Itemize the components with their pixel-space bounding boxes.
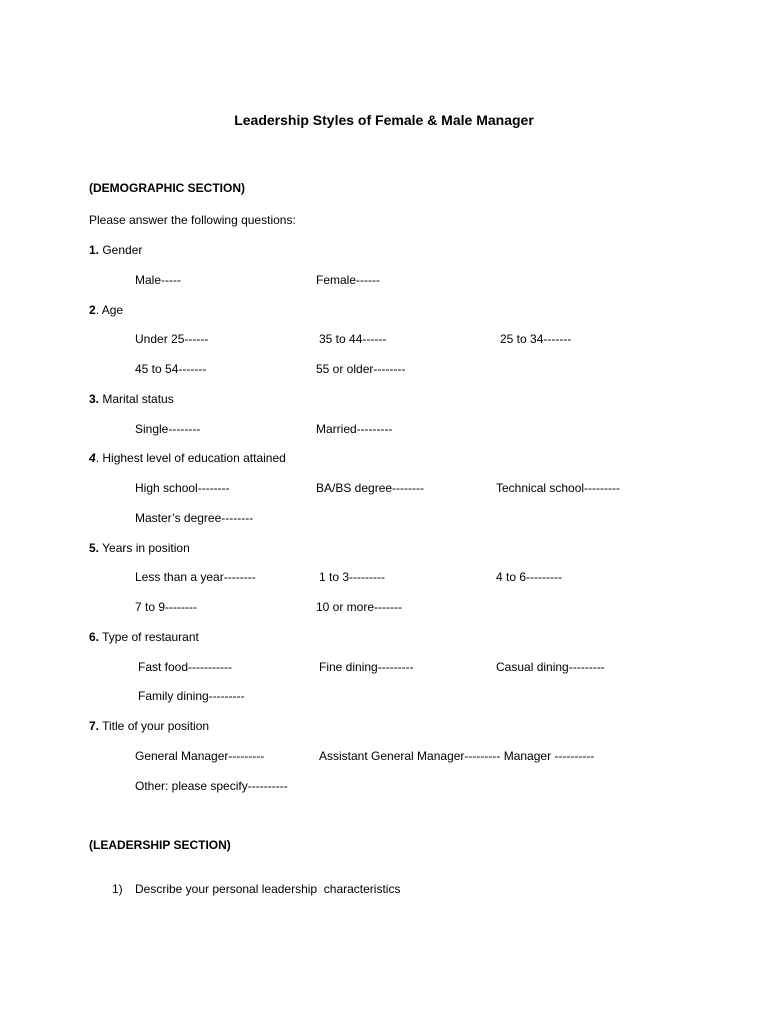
question-2: [89, 303, 123, 317]
option-position-general-manager: General Manager---------: [135, 749, 265, 763]
option-years-less-than-year: Less than a year--------: [135, 570, 256, 584]
option-years-10-more: 10 or more-------: [316, 600, 402, 614]
question-number: 1.: [89, 243, 100, 257]
option-marital-single: Single--------: [135, 422, 201, 436]
option-age-35-44: 35 to 44------: [319, 332, 387, 346]
question-text: Title of your position: [99, 719, 210, 733]
option-years-1-3: 1 to 3---------: [319, 570, 385, 584]
instructions-text: Please answer the following questions:: [89, 213, 296, 227]
demographic-section-heading: (DEMOGRAPHIC SECTION): [89, 181, 245, 195]
option-restaurant-family-dining: Family dining---------: [138, 689, 245, 703]
option-position-assistant-gm-manager: Assistant General Manager--------- Manager ----------: [319, 749, 595, 763]
option-restaurant-fine-dining: Fine dining---------: [319, 660, 414, 674]
question-text: Gender: [99, 243, 143, 257]
question-7: [89, 719, 209, 733]
question-3: [89, 392, 174, 406]
question-text: Years in position: [99, 541, 190, 555]
option-age-55-older: 55 or older--------: [316, 362, 406, 376]
document-title: Leadership Styles of Female & Male Manager: [234, 112, 534, 128]
question-6: [89, 630, 199, 644]
question-number: 5.: [89, 541, 100, 555]
option-education-ba-bs: BA/BS degree--------: [316, 481, 425, 495]
option-education-technical-school: Technical school---------: [496, 481, 621, 495]
leadership-item-number: 1): [112, 882, 123, 896]
leadership-item-text: Describe your personal leadership characteristics: [135, 882, 401, 896]
question-text: Type of restaurant: [99, 630, 199, 644]
option-position-other: Other: please specify----------: [135, 779, 288, 793]
question-number: 2: [89, 303, 96, 317]
leadership-section-heading: (LEADERSHIP SECTION): [89, 838, 231, 852]
question-text: . Highest level of education attained: [95, 451, 286, 465]
option-years-7-9: 7 to 9--------: [135, 600, 197, 614]
option-age-45-54: 45 to 54-------: [135, 362, 207, 376]
question-text: Marital status: [99, 392, 174, 406]
question-number: 4: [89, 451, 96, 465]
option-restaurant-casual-dining: Casual dining---------: [496, 660, 605, 674]
question-1: [89, 243, 142, 257]
question-5: [89, 541, 190, 555]
option-gender-female: Female------: [316, 273, 380, 287]
option-marital-married: Married---------: [316, 422, 393, 436]
option-age-under-25: Under 25------: [135, 332, 209, 346]
question-4: [89, 451, 286, 465]
question-number: 3.: [89, 392, 100, 406]
option-age-25-34: 25 to 34-------: [500, 332, 572, 346]
option-education-masters: Master’s degree--------: [135, 511, 254, 525]
option-gender-male: Male-----: [135, 273, 181, 287]
question-number: 6.: [89, 630, 100, 644]
question-text: . Age: [95, 303, 124, 317]
option-restaurant-fast-food: Fast food-----------: [138, 660, 232, 674]
question-number: 7.: [89, 719, 100, 733]
option-education-high-school: High school--------: [135, 481, 230, 495]
option-years-4-6: 4 to 6---------: [496, 570, 562, 584]
